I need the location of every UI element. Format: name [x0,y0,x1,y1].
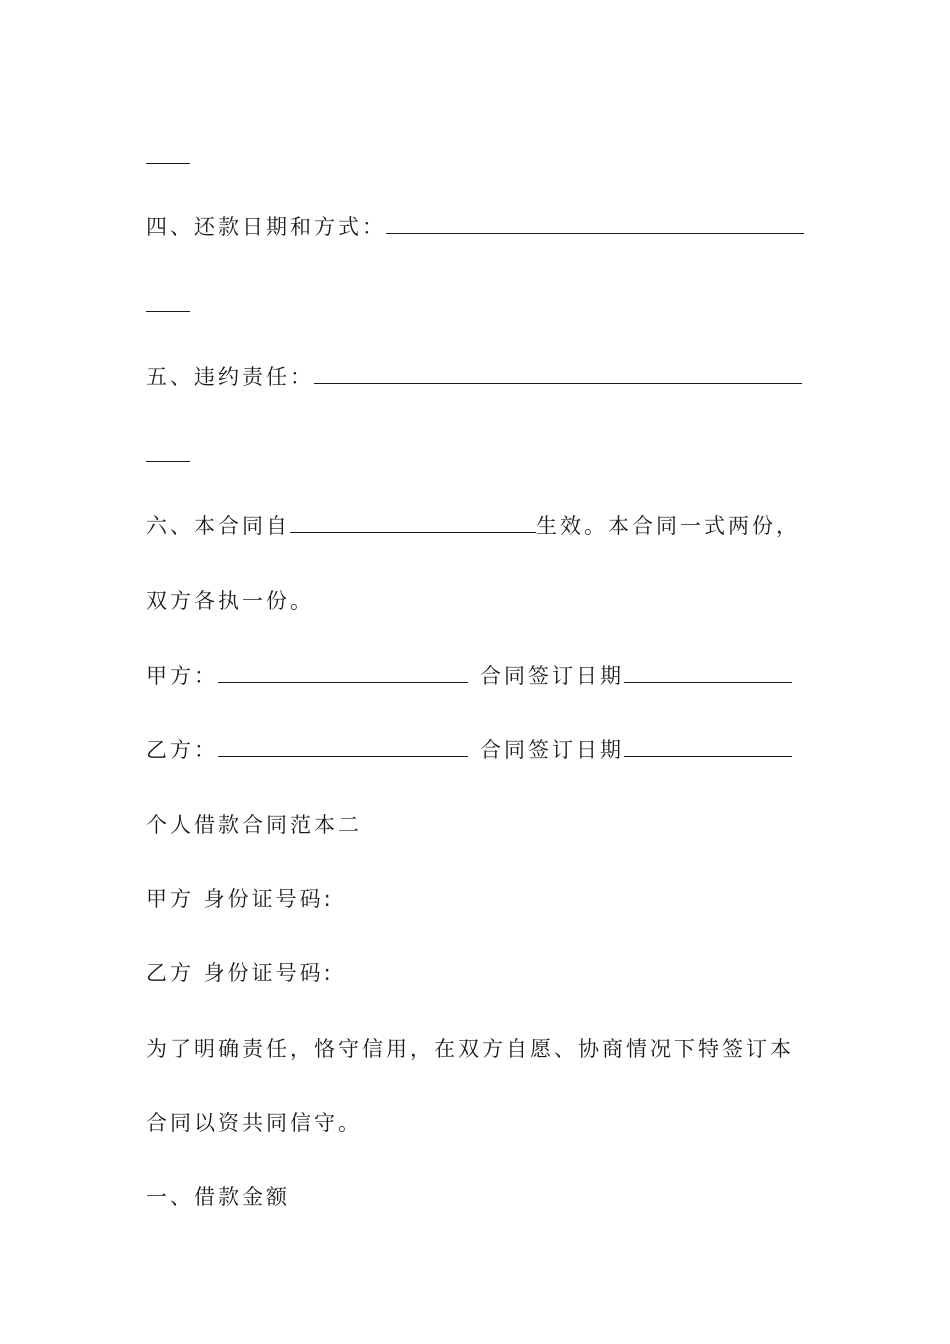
effective-suffix: 生效。本合同一式两份， [536,514,800,538]
party-a-sign-row [146,661,792,691]
breach-label: 五、违约责任： [146,365,314,389]
continuation-line [146,461,190,462]
template2-title: 个人借款合同范本二 [146,813,362,837]
party-a-id: 甲方 身份证号码: [146,887,334,911]
effective-clause-cont: 双方各执一份。 [146,589,314,613]
repayment-label: 四、还款日期和方式： [146,215,386,239]
sign-date-blank [624,681,792,683]
effective-clause [146,511,800,541]
sign-date-label: 合同签订日期 [480,664,624,688]
effective-date-blank [290,531,536,533]
sign-date-label: 合同签订日期 [480,738,624,762]
party-b-blank [218,755,468,757]
intro-line-2: 合同以资共同信守。 [146,1111,362,1135]
intro-line-1: 为了明确责任，恪守信用，在双方自愿、协商情况下特签订本 [146,1037,794,1061]
repayment-clause [146,212,804,242]
party-b-sign-row [146,735,792,765]
party-a-blank [218,681,468,683]
continuation-line [146,163,190,164]
breach-blank [314,382,802,384]
party-b-label: 乙方： [146,738,218,762]
continuation-line [146,311,190,312]
effective-prefix: 六、本合同自 [146,514,290,538]
section-1-heading: 一、借款金额 [146,1185,290,1209]
party-a-label: 甲方： [146,664,218,688]
repayment-blank [386,232,804,234]
sign-date-blank [624,755,792,757]
party-b-id: 乙方 身份证号码: [146,961,334,985]
breach-clause [146,362,802,392]
